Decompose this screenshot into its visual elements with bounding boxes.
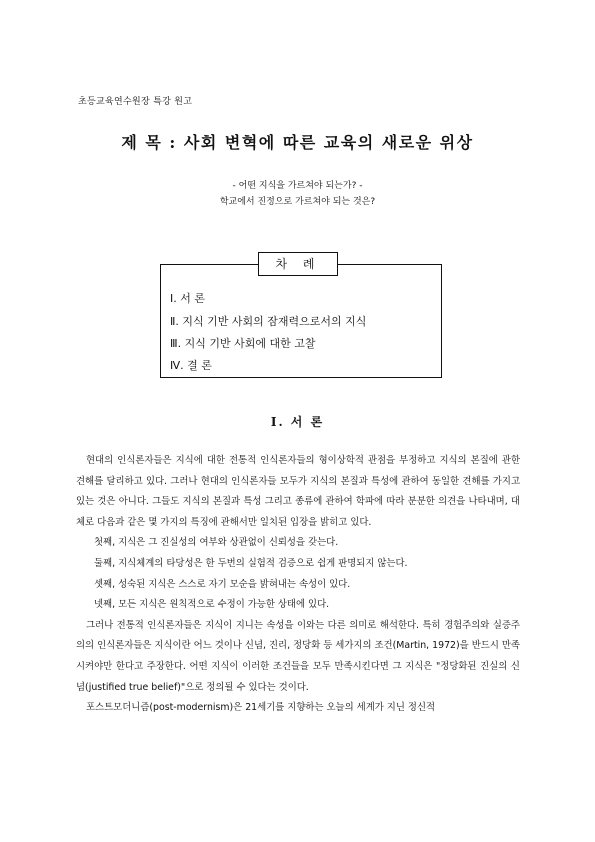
subtitle-subquestion: 학교에서 진정으로 가르쳐야 되는 것은? — [219, 197, 376, 207]
list-item-second: 둘째, 지식체계의 타당성은 한 두번의 실험적 검증으로 쉽게 판명되지 않는다. — [94, 557, 408, 569]
subtitle-question: - 어떤 지식을 가르쳐야 되는가? - — [232, 181, 363, 191]
toc-item-2: Ⅱ. 지식 기반 사회의 잠재력으로서의 지식 — [170, 315, 367, 328]
toc-item-4: Ⅳ. 결 론 — [170, 359, 212, 372]
list-item-fourth: 넷째, 모든 지식은 원칙적으로 수정이 가능한 상태에 있다. — [94, 599, 330, 611]
toc-item-1: Ⅰ. 서 론 — [170, 292, 205, 305]
body-paragraph: 현대의 인식론자들은 지식에 대한 전통적 인식론자들의 형이상학적 관점을 부정하고 지식의 본질에 관한 견해를 달리하고 있다. 그러나 현대의 인식론자들 모두가 지식의 본질과 특성에 관하여 동일한 견해를 가지고 있는 것은 아니다. 그들도 지식의 본질과 특성 그리고 종류에 관하여 학파에 따라 분분한 의견을 나타내며, 대체로 다음과 같은 몇 가지의 특징에 관해서만 일치된 입장을 밝히고 있다. — [76, 455, 520, 528]
toc-item-3: Ⅲ. 지식 기반 사회에 대한 고찰 — [170, 337, 316, 350]
header-note: 초등교육연수원장 특강 원고 — [78, 97, 193, 107]
section-title: Ⅰ. 서 론 — [270, 415, 325, 429]
list-item-first: 첫째, 지식은 그 진실성의 여부와 상관없이 신뢰성을 갖는다. — [94, 537, 339, 549]
document-title: 제 목 : 사회 변혁에 따른 교육의 새로운 위상 — [121, 133, 474, 152]
toc-heading: 차 례 — [258, 252, 338, 276]
body-paragraph: 그러나 전통적 인식론자들은 지식이 지니는 속성을 이와는 다른 의미로 해석한다. 특히 경험주의와 실증주의의 인식론자들은 지식이란 어느 것이나 신념, 진리, 정당화 등 세가지의 조건(Martin, 1972)을 반드시 만족시켜야만 한다고 주장한다. 어떤 지식이 이러한 조건들을 모두 만족시킨다면 그 지식은 "정당화된 진실의 신념(justified true belief)"으로 정의될 수 있다는 것이다. — [76, 619, 520, 693]
body-text — [76, 451, 520, 719]
list-item-third: 셋째, 성숙된 지식은 스스로 자기 모순을 밝혀내는 속성이 있다. — [94, 578, 351, 590]
body-paragraph: 포스트모더니즘(post-modernism)은 21세기를 지향하는 오늘의 세계가 지닌 정신적 — [86, 702, 436, 714]
